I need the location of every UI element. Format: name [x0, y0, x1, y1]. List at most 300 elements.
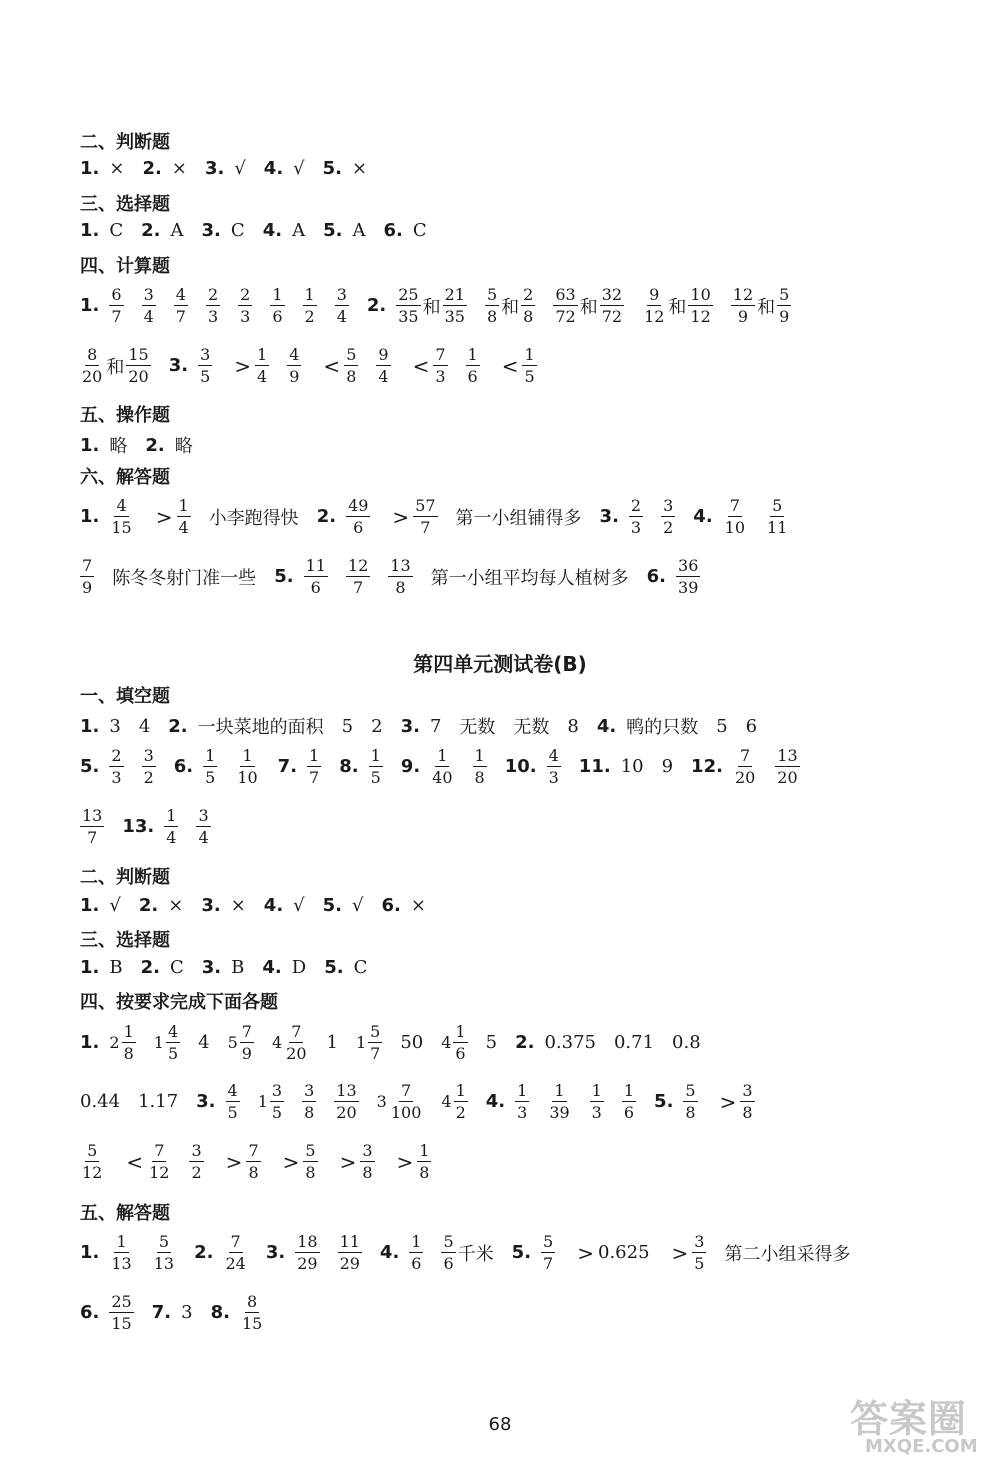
denominator: 13	[153, 1254, 175, 1273]
numerator: 3	[336, 285, 347, 304]
numerator: 1	[455, 1022, 466, 1041]
fraction	[360, 1141, 374, 1182]
numerator: 21	[444, 285, 465, 304]
answer-text: 小李跑得快	[208, 507, 299, 529]
denominator: 5	[370, 768, 381, 787]
fraction	[346, 496, 370, 537]
answer-text: 和	[422, 296, 441, 318]
answer-value: ×	[352, 158, 368, 179]
numerator: 1	[554, 1081, 565, 1100]
fraction	[307, 746, 321, 787]
numerator: 7	[291, 1022, 302, 1041]
fraction	[198, 345, 212, 386]
numerator: 1	[370, 746, 381, 765]
item-number: 3.	[201, 895, 221, 916]
fraction	[642, 285, 666, 326]
fraction	[740, 1081, 754, 1122]
whole-part: 1	[257, 1092, 268, 1111]
choice-answers-a	[80, 220, 445, 241]
item-number: 4.	[262, 957, 282, 978]
fraction	[335, 285, 349, 326]
item-number: 10.	[504, 756, 537, 777]
numerator: 5	[158, 1232, 169, 1251]
item-number: 5.	[322, 895, 343, 916]
denominator: 7	[175, 307, 186, 326]
whole-part: 3	[376, 1092, 387, 1111]
denominator: 9	[737, 307, 749, 326]
fraction	[485, 285, 499, 326]
fraction	[303, 1141, 317, 1182]
denominator: 13	[111, 1254, 132, 1273]
answer-text: 6	[745, 715, 758, 737]
answer-value: A	[170, 220, 184, 241]
denominator: 2	[304, 307, 315, 326]
heading-judge-b: 二、判断题	[80, 867, 170, 888]
answer-value: 略	[174, 436, 193, 457]
answer-value: D	[291, 957, 307, 978]
denominator: 8	[419, 1163, 430, 1182]
denominator: 7	[543, 1254, 554, 1273]
fraction	[80, 556, 94, 597]
fraction	[80, 1141, 104, 1182]
denominator: 8	[395, 578, 406, 597]
numerator: 1	[304, 285, 315, 304]
item-number: 9.	[400, 756, 421, 777]
answer-text: 第一小组铺得多	[455, 507, 582, 529]
answer-text: 无数	[459, 717, 496, 738]
numerator: 4	[289, 345, 300, 364]
item-number: 1.	[80, 715, 100, 737]
item-number: 3.	[204, 158, 225, 179]
numerator: 6	[111, 285, 122, 304]
denominator: 2	[455, 1103, 466, 1122]
denominator: 4	[378, 367, 389, 386]
answer-text: 一块菜地的面积	[197, 717, 324, 738]
denominator: 24	[225, 1254, 246, 1273]
comparison-symbol: <	[323, 353, 341, 378]
solve-b-row-2	[80, 1292, 282, 1333]
heading-choice-b: 三、选择题	[80, 930, 170, 951]
answer-text: 0.375	[544, 1032, 596, 1053]
comparison-symbol: >	[392, 504, 410, 529]
item-number: 2.	[366, 295, 387, 316]
numerator: 18	[297, 1232, 318, 1251]
unit-title: 第四单元测试卷(B)	[413, 652, 587, 676]
denominator: 3	[240, 307, 251, 326]
fraction	[109, 1232, 133, 1273]
numerator: 12	[732, 285, 754, 304]
fraction	[147, 1141, 171, 1182]
fraction	[453, 1022, 467, 1063]
numerator: 5	[370, 1022, 381, 1041]
item-number: 1.	[80, 1032, 100, 1053]
numerator: 2	[207, 285, 219, 304]
heading-choice-a: 三、选择题	[80, 194, 170, 215]
answer-value: √	[109, 895, 121, 916]
item-number: 5.	[654, 1091, 674, 1112]
numerator: 2	[111, 746, 122, 765]
fraction	[238, 285, 252, 326]
denominator: 35	[444, 307, 465, 326]
denominator: 2	[143, 768, 154, 787]
denominator: 72	[601, 307, 623, 326]
fraction	[396, 285, 420, 326]
fraction	[692, 1232, 706, 1273]
numerator: 5	[305, 1141, 316, 1160]
numerator: 5	[685, 1081, 696, 1100]
fraction	[235, 746, 259, 787]
watermark	[830, 1388, 980, 1458]
item-number: 11.	[578, 756, 611, 777]
item-number: 1.	[80, 295, 100, 316]
answer-value: B	[109, 957, 123, 978]
numerator: 15	[128, 345, 149, 364]
answer-value: B	[231, 957, 245, 978]
denominator: 12	[644, 307, 665, 326]
denominator: 9	[289, 367, 300, 386]
fraction	[196, 806, 210, 847]
fraction	[413, 496, 437, 537]
fraction	[109, 496, 133, 537]
numerator: 3	[663, 496, 674, 515]
item-number: 1.	[80, 158, 100, 179]
answer-text: 9	[661, 756, 674, 777]
item-number: 3.	[400, 715, 420, 737]
fraction	[303, 285, 317, 326]
answer-text: 5	[341, 715, 354, 737]
numerator: 5	[543, 1232, 554, 1251]
item-number: 2.	[145, 434, 165, 456]
whole-part: 1	[153, 1033, 164, 1052]
item-number: 5.	[80, 756, 100, 777]
fraction	[287, 345, 301, 386]
denominator: 15	[241, 1314, 263, 1333]
fraction	[473, 746, 487, 787]
numerator: 3	[362, 1141, 373, 1160]
answer-value: C	[353, 957, 368, 978]
denominator: 5	[205, 768, 216, 787]
denominator: 15	[111, 518, 132, 537]
numerator: 7	[230, 1232, 241, 1251]
denominator: 6	[310, 578, 321, 597]
numerator: 7	[740, 746, 751, 765]
answer-value: A	[292, 220, 306, 241]
item-number: 3.	[168, 355, 189, 376]
numerator: 7	[729, 496, 740, 515]
numerator: 32	[601, 285, 623, 304]
denominator: 7	[353, 578, 364, 597]
denominator: 3	[517, 1103, 528, 1122]
denominator: 7	[111, 307, 122, 326]
numerator: 1	[309, 746, 320, 765]
numerator: 3	[694, 1232, 705, 1251]
heading-solve-a: 六、解答题	[80, 467, 170, 488]
denominator: 9	[241, 1044, 252, 1063]
item-number: 2.	[138, 895, 159, 916]
numerator: 11	[339, 1232, 360, 1251]
fraction	[417, 1141, 431, 1182]
numerator: 36	[678, 556, 699, 575]
numerator: 63	[555, 285, 576, 304]
denominator: 4	[143, 307, 154, 326]
numerator: 5	[443, 1232, 454, 1251]
item-number: 2.	[141, 220, 161, 241]
item-number: 6.	[80, 1302, 100, 1323]
answer-value: C	[169, 957, 184, 978]
numerator: 25	[398, 285, 419, 304]
judge-answers-b	[80, 895, 444, 916]
whole-part: 2	[109, 1033, 120, 1052]
denominator: 9	[779, 307, 790, 326]
item-number: 3.	[201, 220, 221, 241]
fraction	[433, 345, 447, 386]
denominator: 6	[411, 1254, 422, 1273]
answer-value: 略	[109, 436, 128, 457]
heading-solve-b: 五、解答题	[80, 1203, 170, 1224]
fraction	[522, 345, 536, 386]
numerator: 13	[390, 556, 411, 575]
fraction	[142, 746, 156, 787]
answer-value: ×	[171, 158, 187, 179]
numerator: 4	[116, 496, 127, 515]
comparison-symbol: >	[234, 353, 252, 378]
denominator: 39	[549, 1103, 570, 1122]
comparison-symbol: >	[396, 1149, 414, 1174]
heading-judge-a: 二、判断题	[80, 132, 170, 153]
denominator: 5	[524, 367, 535, 386]
denominator: 11	[767, 518, 788, 537]
numerator: 5	[87, 1141, 98, 1160]
numerator: 2	[630, 496, 642, 515]
item-number: 1.	[80, 1242, 100, 1263]
denominator: 20	[128, 367, 149, 386]
fraction	[334, 1081, 358, 1122]
denominator: 7	[309, 768, 320, 787]
answer-text: 5	[485, 1032, 498, 1053]
answer-text: 2	[371, 715, 383, 737]
denominator: 15	[111, 1314, 132, 1333]
item-number: 1.	[80, 220, 100, 241]
heading-tasks-b: 四、按要求完成下面各题	[80, 992, 278, 1013]
denominator: 7	[370, 1044, 381, 1063]
denominator: 3	[207, 307, 219, 326]
denominator: 35	[398, 307, 419, 326]
operate-answers-a	[80, 432, 211, 458]
item-number: 6.	[383, 220, 403, 241]
fraction	[369, 746, 383, 787]
answer-text: 和	[757, 296, 776, 318]
answer-text: 陈冬冬射门准一些	[112, 567, 257, 589]
answer-text: 和	[668, 296, 687, 318]
answer-text: 50	[400, 1032, 424, 1053]
numerator: 13	[336, 1081, 357, 1100]
numerator: 7	[154, 1141, 165, 1160]
denominator: 5	[227, 1103, 238, 1122]
denominator: 4	[336, 307, 347, 326]
item-number: 1.	[80, 895, 100, 916]
answer-text: 0.71	[613, 1032, 655, 1053]
item-number: 7.	[151, 1302, 172, 1323]
comparison-symbol: <	[501, 353, 519, 378]
numerator: 5	[772, 496, 783, 515]
numerator: 49	[348, 496, 369, 515]
numerator: 13	[82, 806, 103, 825]
whole-part: 5	[227, 1033, 238, 1052]
fill-row-2	[80, 746, 818, 787]
numerator: 7	[435, 345, 446, 364]
item-number: 2.	[140, 957, 160, 978]
numerator: 3	[304, 1081, 315, 1100]
answer-text: 和	[501, 296, 520, 318]
numerator: 2	[523, 285, 534, 304]
comparison-symbol: >	[671, 1240, 689, 1265]
fraction	[765, 496, 789, 537]
fraction	[515, 1081, 529, 1122]
fill-row-1	[80, 713, 775, 739]
answer-text: 第二小组采得多	[724, 1243, 851, 1265]
fraction	[775, 746, 799, 787]
watermark-logo: 答案圈	[850, 1397, 968, 1441]
item-number: 8.	[210, 1302, 230, 1323]
answer-value: ×	[109, 158, 125, 179]
answer-text: 10	[620, 756, 644, 777]
denominator: 20	[734, 768, 756, 787]
choice-answers-b	[80, 957, 385, 978]
answer-text: 7	[429, 715, 442, 737]
numerator: 25	[111, 1292, 132, 1311]
fraction	[304, 556, 328, 597]
denominator: 2	[663, 518, 674, 537]
item-number: 5.	[323, 220, 343, 241]
solve-b-row-1	[80, 1232, 868, 1273]
fraction	[109, 746, 123, 787]
denominator: 6	[467, 367, 478, 386]
numerator: 1	[437, 746, 448, 765]
fraction	[109, 1292, 133, 1333]
whole-part: 4	[441, 1033, 452, 1052]
fraction	[368, 1022, 382, 1063]
item-number: 2.	[168, 715, 188, 737]
fraction	[284, 1022, 308, 1063]
fraction	[733, 746, 757, 787]
item-number: 1.	[80, 957, 100, 978]
comparison-symbol: <	[126, 1149, 144, 1174]
denominator: 5	[167, 1044, 179, 1063]
numerator: 5	[779, 285, 790, 304]
fraction	[126, 345, 150, 386]
fraction	[226, 1081, 240, 1122]
answer-text: 1	[326, 1032, 338, 1053]
numerator: 3	[271, 1081, 283, 1100]
fraction	[541, 1232, 555, 1273]
numerator: 8	[247, 1292, 258, 1311]
denominator: 8	[248, 1163, 259, 1182]
numerator: 4	[548, 746, 559, 765]
numerator: 1	[419, 1141, 430, 1160]
denominator: 72	[555, 307, 576, 326]
denominator: 9	[82, 578, 93, 597]
fraction	[723, 496, 747, 537]
numerator: 12	[347, 556, 369, 575]
fraction	[454, 1081, 468, 1122]
denominator: 8	[346, 367, 357, 386]
answer-text: 无数	[513, 717, 550, 738]
denominator: 12	[82, 1163, 103, 1182]
denominator: 12	[690, 307, 711, 326]
fraction	[164, 806, 178, 847]
denominator: 20	[82, 367, 103, 386]
judge-answers-a	[80, 158, 385, 179]
numerator: 10	[690, 285, 711, 304]
fraction	[203, 746, 217, 787]
denominator: 8	[362, 1163, 373, 1182]
numerator: 3	[198, 806, 209, 825]
item-number: 2.	[316, 506, 337, 527]
fill-row-3	[80, 806, 229, 847]
item-number: 2.	[515, 1032, 535, 1053]
numerator: 3	[143, 285, 154, 304]
answer-text: 3	[109, 715, 121, 737]
item-number: 6.	[381, 895, 401, 916]
comparison-symbol: >	[577, 1240, 594, 1265]
calc-row-2	[80, 345, 555, 386]
denominator: 39	[678, 578, 699, 597]
fraction	[255, 345, 269, 386]
item-number: 4.	[693, 506, 713, 527]
denominator: 4	[198, 828, 209, 847]
numerator: 1	[272, 285, 283, 304]
whole-part: 4	[441, 1092, 452, 1111]
denominator: 8	[523, 307, 534, 326]
fraction	[553, 285, 577, 326]
fraction	[590, 1081, 604, 1122]
denominator: 10	[237, 768, 258, 787]
denominator: 6	[455, 1044, 466, 1063]
denominator: 12	[149, 1163, 170, 1182]
answer-text: 8	[567, 715, 579, 737]
item-number: 7.	[277, 756, 298, 777]
fraction	[166, 1022, 180, 1063]
fraction	[547, 746, 561, 787]
denominator: 5	[200, 367, 211, 386]
fraction	[295, 1232, 319, 1273]
fraction	[346, 556, 370, 597]
solve-row-1	[80, 496, 807, 537]
numerator: 1	[242, 746, 253, 765]
denominator: 8	[304, 1103, 315, 1122]
answer-value: √	[352, 895, 364, 916]
answer-text: 0.8	[672, 1032, 701, 1053]
denominator: 8	[123, 1044, 134, 1063]
fraction	[688, 285, 712, 326]
denominator: 5	[694, 1254, 705, 1273]
whole-part: 1	[355, 1033, 367, 1052]
numerator: 5	[486, 285, 498, 304]
fraction	[388, 556, 412, 597]
answer-value: C	[109, 220, 124, 241]
denominator: 20	[777, 768, 798, 787]
fraction	[223, 1232, 247, 1273]
answer-text: 4	[138, 715, 151, 737]
numerator: 7	[82, 556, 93, 575]
numerator: 1	[166, 806, 177, 825]
numerator: 1	[455, 1081, 466, 1100]
answer-text: 和	[579, 296, 598, 318]
item-number: 6.	[173, 756, 194, 777]
comparison-symbol: >	[339, 1149, 357, 1174]
fraction	[338, 1232, 362, 1273]
heading-fill-b: 一、填空题	[80, 686, 170, 707]
